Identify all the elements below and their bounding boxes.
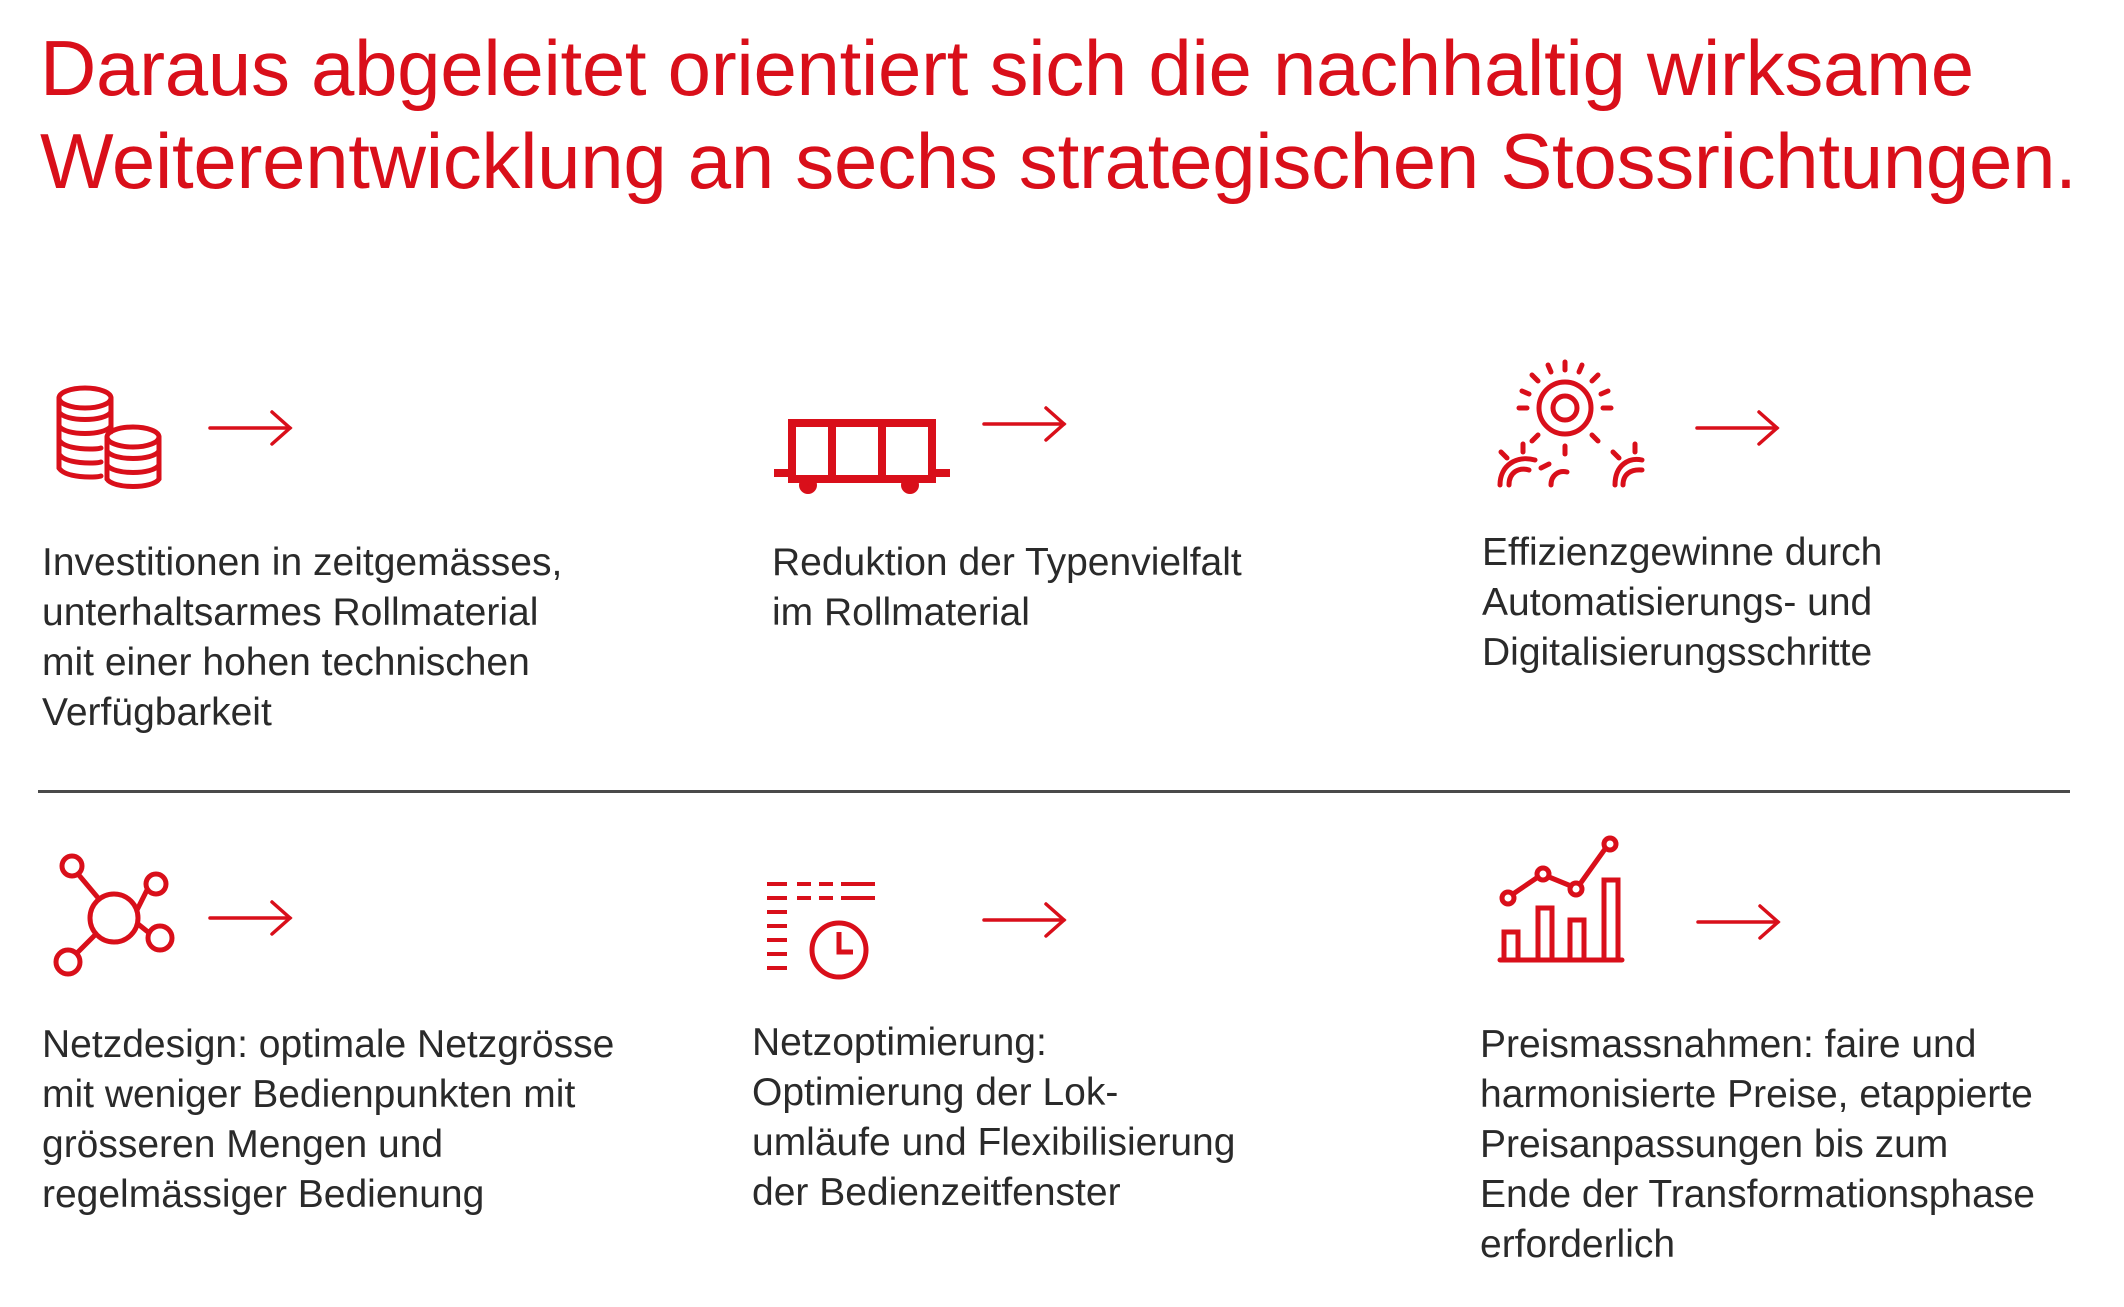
- schedule-clock-icon: [765, 870, 885, 1000]
- growth-chart-icon: [1500, 834, 1650, 964]
- item-text-preismassnahmen: Preismassnahmen: faire und harmonisierte Preise, etappierte Preisanpassungen bis zum Ende der Transformationsphase erforderlich: [1480, 1023, 2035, 1266]
- title-line-1: Daraus abgeleitet orientiert sich die nachhaltig wirksame: [40, 24, 1974, 112]
- section-divider: [38, 790, 2070, 793]
- coins-stack-icon: [55, 382, 205, 512]
- arrow-right-icon: [208, 408, 294, 448]
- title-line-2: Weiterentwicklung an sechs strategischen Stossrichtungen.: [40, 117, 2077, 205]
- item-text-netzoptimierung: Netzoptimierung: Optimierung der Lok- umläufe und Flexibilisierung der Bedienzeitfenster: [752, 1021, 1236, 1214]
- item-text-netzdesign: Netzdesign: optimale Netzgrösse mit weniger Bedienpunkten mit grösseren Mengen und regelmässiger Bedienung: [42, 1023, 615, 1216]
- page-title: [40, 22, 2110, 208]
- gears-automation-icon: [1497, 360, 1647, 490]
- arrow-right-icon: [982, 900, 1068, 940]
- item-text-typenvielfalt: Reduktion der Typenvielfalt im Rollmaterial: [772, 541, 1242, 634]
- arrow-right-icon: [1696, 902, 1782, 942]
- arrow-right-icon: [982, 404, 1068, 444]
- arrow-right-icon: [1695, 408, 1781, 448]
- arrow-right-icon: [208, 898, 294, 938]
- item-text-effizienz: Effizienzgewinne durch Automatisierungs- und Digitalisierungsschritte: [1482, 531, 1883, 674]
- freight-wagon-icon: [772, 388, 947, 518]
- item-text-rollmaterial: Investitionen in zeitgemässes, unterhaltsarmes Rollmaterial mit einer hohen technischen Verfügbarkeit: [42, 541, 563, 734]
- network-hub-icon: [52, 852, 202, 982]
